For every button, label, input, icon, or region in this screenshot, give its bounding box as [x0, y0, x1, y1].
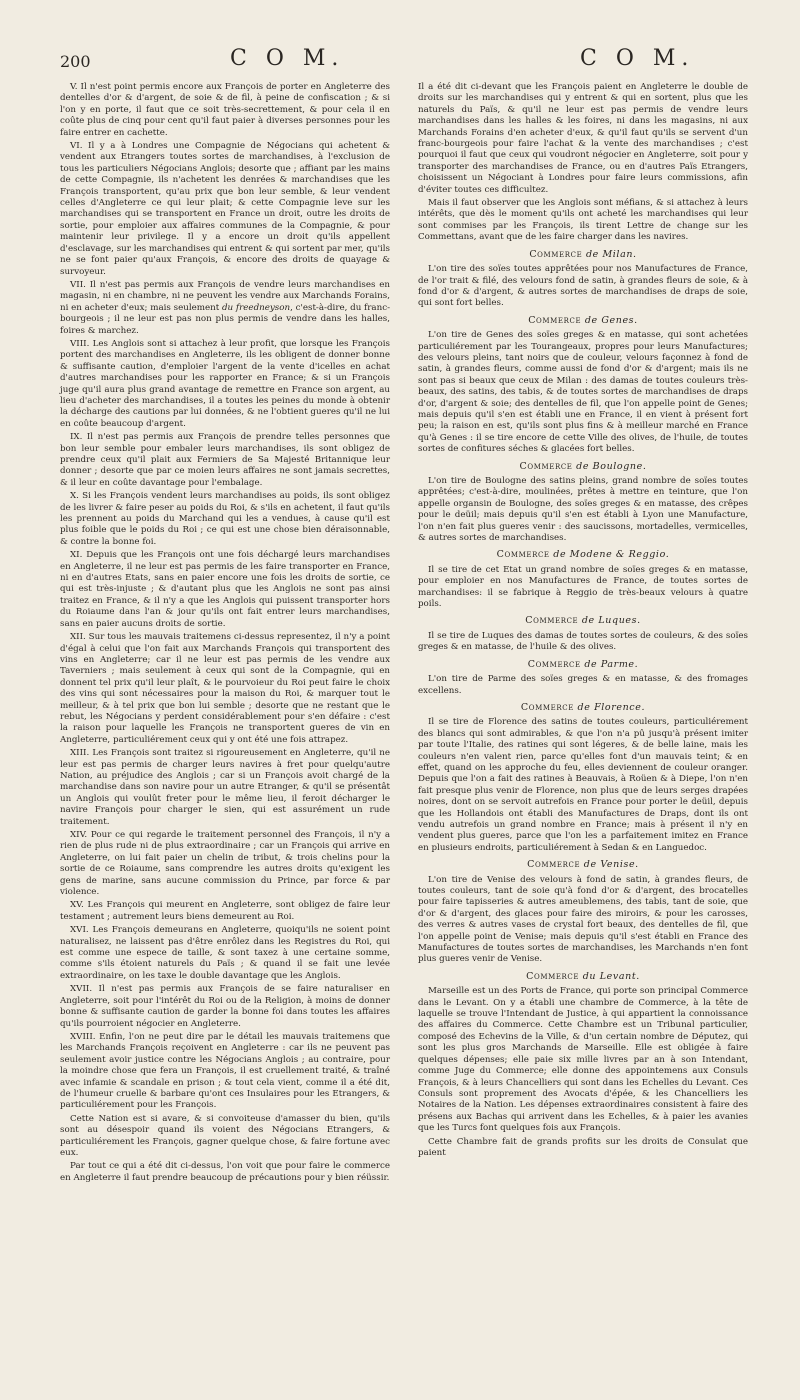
running-title-left: C O M. [230, 46, 345, 71]
left-column [60, 82, 390, 1186]
page-number: 200 [60, 52, 91, 71]
section-heading-modene: Commerce de Modene & Reggio. [496, 549, 670, 561]
paragraph: L'on tire des soïes toutes apprêtées pour nos Manufactures de France, de l'or trait & filé, des velours fond de satin, à grandes fleurs de soie, & à fond d'or & d'argent, & autres sortes de marchandises de draps de soie, qui sont fort belles. [418, 264, 748, 309]
paragraph: VI. Il y a à Londres une Compagnie de Négocians qui achetent & vendent aux Etrangers toutes sortes de marchandises, à l'exclusion de tous les particuliers Négocians Anglois; desorte que ; affiant par les mains de cette Compagnie, ils n'achetent les denrées & marchandises que les François transportent, qu'au prix que bon leur semble, & leur vendent celles d'Angleterre ce qui leur plait; & cette Compagnie leve sur les marchandises qui se transportent en France un droit, outre les droits de sortie, pour emploier aux affaires communes de la Compagnie, & pour maintenir leur privilege. Il y a encore un droit qu'ils appellent d'esclavage, sur les marchandises qui entrent & qui sortent par mer, qu'ils ne se font paier qu'aux François, & encore des droits de quayage & survoyeur. [60, 141, 390, 277]
paragraph: XVII. Il n'est pas permis aux François de se faire naturaliser en Angleterre, soit pour l'intérêt du Roi ou de la Religion, à moins de donner bonne & suffisante caution de garder la bonne foi dans toutes les affaires qu'ils pourroient négocier en Angleterre. [60, 984, 390, 1029]
paragraph: Cette Chambre fait de grands profits sur les droits de Consulat que paient [418, 1136, 748, 1158]
paragraph: L'on tire de Venise des velours à fond de satin, à grandes fleurs, de toutes couleurs, tant de soie qu'à fond d'or & d'argent, des brocatelles pour faire tapisseries & autres ameublemens, des tabis, tant de soie, que d'or & d'argent, des glaces pour faire des miroirs, & pour les carosses, des verres & autres vases de crystal fort beaux, des dentelles de fil, que l'on appelle point de Venise; mais depuis qu'il s'est établi en France des Manufactures de toutes sortes de marchandises, les Marchands n'en font plus gueres venir de Venise. [418, 874, 748, 965]
paragraph: IX. Il n'est pas permis aux François de prendre telles personnes que bon leur semble pour embaler leurs marchandises, ils sont obligez de prendre ceux qu'il plait aux Fermiers de Sa Majesté Britannique leur donner ; desorte que par ce moien leurs affaires ne sont jamais secrettes, & il leur en coûte davantage pour l'embalage. [60, 432, 390, 488]
section-heading-milan: Commerce de Milan. [529, 248, 637, 260]
paragraph: XV. Les François qui meurent en Angleterre, sont obligez de faire leur testament ; autrement leurs biens demeurent au Roi. [60, 900, 390, 922]
paragraph: XVIII. Enfin, l'on ne peut dire par le détail les mauvais traitemens que les Marchands François reçoivent en Angleterre : car ils ne peuvent pas seulement avoir justice contre les Négocians Anglois ; au contraire, pour la moindre chose que fera un François, il est cruellement traité, & traîné avec infamie & scandale en prison ; & tout cela vient, comme il a été dit, de l'humeur cruelle & barbare qu'ont ces Insulaires pour les Etrangers, & particuliérement pour les François. [60, 1031, 390, 1111]
paragraph: Mais il faut observer que les Anglois sont méfians, & si attachez à leurs intérêts, que dès le moment qu'ils ont acheté les marchandises qui leur sont commises par les François, ils tirent Lettre de change sur les Commettans, avant que de les faire charger dans les navires. [418, 198, 748, 243]
right-column [418, 82, 748, 1161]
paragraph: Par tout ce qui a été dit ci-dessus, l'on voit que pour faire le commerce en Angleterre il faut prendre beaucoup de précautions pour y bien réüssir. [60, 1161, 390, 1183]
paragraph: Il se tire de Florence des satins de toutes couleurs, particuliérement des blancs qui sont admirables, & que l'on n'a pû jusqu'à présent imiter par toute l'Italie, des ratines qui sont légeres, & de belle laine, mais les couleurs n'en valent rien, parce qu'elles font d'un mauvais teint; & en effet, quand on les approche du feu, elles deviennent de couleur oranger. Depuis que l'on a fait des ratines à Beauvais, à Roüen & à Diepe, l'on n'en fait presque plus venir de Florence, non plus que de leurs serges drapées noires, dont on se servoit autrefois en France pour porter le deüil, depuis que les Hollandois ont établi des Manufactures de Draps, dont ils ont vendu autrefois un grand nombre en France; mais à présent il n'y en vendent plus gueres, parce que l'on les a parfaitement imitez en France en plusieurs endroits, particuliérement à Sedan & en Languedoc. [418, 717, 748, 853]
section-heading-genes: Commerce de Genes. [528, 314, 638, 326]
paragraph: XIII. Les François sont traitez si rigoureusement en Angleterre, qu'il ne leur est pas permis de charger leurs navires à fret pour quelqu'autre Nation, au préjudice des Anglois ; car si un François avoit chargé de la marchandise dans son navire pour un autre Etranger, & qu'il se présentât un Anglois qui voulût freter pour le même lieu, il feroit décharger le navire François pour charger le sien, qui est assurément un rude traitement. [60, 748, 390, 827]
paragraph: XII. Sur tous les mauvais traitemens ci-dessus representez, il n'y a point d'égal à celui que l'on fait aux Marchands François qui transportent des vins en Angleterre; car il ne leur est pas permis de les vendre aux Taverniers ; mais seulement à ceux qui sont de la Compagnie, qui en donnent tel prix qu'il leur plaît, & le pourvoieur du Roi peut faire le choix des vins qui sont nécessaires pour la maison du Roi, & marquer tout le meilleur, & à tel prix que bon lui semble ; desorte que ne restant que le rebut, les Négocians y perdent considérablement pour s'en défaire : c'est la raison pour laquelle les François ne transportent gueres de vin en Angleterre, particuliérement ceux qui y ont été une fois attrapez. [60, 632, 390, 745]
paragraph: XI. Depuis que les François ont une fois déchargé leurs marchandises en Angleterre, il ne leur est pas permis de les faire transporter en France, ni en d'autres Etats, sans en paier encore une fois les droits de sortie, ce qui est très-injuste ; & d'autant plus que les Anglois ne sont pas ainsi traitez en France, & il n'y a que les Anglois qui puissent transporter hors du Roiaume dans l'an & jour qu'ils ont fait entrer leurs marchandises, sans en paier aucuns droits de sortie. [60, 550, 390, 629]
paragraph: Marseille est un des Ports de France, qui porte son principal Commerce dans le Levant. On y a établi une chambre de Commerce, à la tête de laquelle se trouve l'Intendant de Justice, à qui appartient la connoissance des affaires du Commerce. Cette Chambre est un Tribunal particulier, composé des Echevins de la Ville, & d'un certain nombre de Députez, qui sont les plus gros Marchands de Marseille. Elle est obligée à faire quelques dépenses; elle paie six mille livres par an à son Intendant, comme Juge du Commerce; elle donne des appointemens aux Consuls François, & à leurs Chancelliers qui sont dans les Echelles du Levant. Ces Consuls sont proprement des Avocats d'épée, & les Chancelliers les Notaires de la Nation. Les dépenses extraordinaires consistent à faire des présens aux Bachas qui arrivent dans les Echelles, & à paier les avanies que les Turcs font quelques fois aux François. [418, 986, 748, 1134]
paragraph: XIV. Pour ce qui regarde le traitement personnel des François, il n'y a rien de plus rude ni de plus extraordinaire ; car un François qui arrive en Angleterre, on lui fait paier un chelin de tribut, & trois chelins pour la sortie de ce Roiaume, sans comprendre les autres droits qu'exigent les gens de marine, sans aucune commission du Prince, par force & par violence. [60, 830, 390, 898]
page-header [60, 40, 760, 80]
paragraph: V. Il n'est point permis encore aux François de porter en Angleterre des dentelles d'or & d'argent, de soie & de fil, à peine de confiscation ; & si l'on y en porte, il faut que ce soit très-secrettement, & pour cela il en coûte plus de cinq pour cent qu'il faut paier à diverses personnes pour les faire entrer en cachette. [60, 82, 390, 138]
paragraph: L'on tire de Genes des soïes greges & en matasse, qui sont achetées particuliérement par les Tourangeaux, propres pour leurs Manufactures; des velours pleins, tant noirs que de couleur, velours façonnez à fond de satin, à grandes fleurs, comme aussi de fond d'or & d'argent; mais ils ne sont pas si beaux que ceux de Milan : des damas de toutes couleurs très-beaux, des satins, des tabis, & de toutes sortes de marchandises de draps d'or, d'argent & soie; des dentelles de fil, que l'on appelle point de Genes; mais depuis qu'il s'en est établi une en France, il en vient à présent fort peu; la raison en est, qu'ils sont plus fins & à meilleur marché en France qu'à Genes : il se tire encore de cette Ville des olives, de l'huile, de toutes sortes de confitures séches & glacées fort belles. [418, 330, 748, 455]
paragraph: XVI. Les François demeurans en Angleterre, quoiqu'ils ne soient point naturalisez, ne laissent pas d'être enrôlez dans les Registres du Roi, qui est comme une espece de taille, & sont taxez à une certaine somme, comme s'ils étoient naturels du Païs ; & quand il se fait une levée extraordinaire, on les taxe le double davantage que les Anglois. [60, 925, 390, 981]
section-heading-venise: Commerce de Venise. [527, 859, 639, 871]
paragraph: L'on tire de Parme des soïes greges & en matasse, & des fromages excellens. [418, 674, 748, 696]
paragraph: VII. Il n'est pas permis aux François de vendre leurs marchandises en magasin, ni en chambre, ni ne peuvent les vendre aux Marchands Forains, ni en acheter d'eux; mais seulement du freedneyson, c'est-à-dire, du franc-bourgeois ; il ne leur est pas non plus permis de vendre dans les halles, foires & marchez. [60, 279, 390, 336]
section-heading-florence: Commerce de Florence. [520, 701, 646, 713]
section-heading-levant: Commerce du Levant. [526, 970, 640, 982]
section-heading-luques: Commerce de Luques. [525, 615, 641, 627]
paragraph: X. Si les François vendent leurs marchandises au poids, ils sont obligez de les livrer & faire peser au poids du Roi, & s'ils en achetent, il faut qu'ils les prennent au poids du Marchand qui les a vendues, à cause qu'il est plus foible que le poids du Roi ; ce qui est une chose bien déraisonnable, & contre la bonne foi. [60, 491, 390, 547]
paragraph: Il a été dit ci-devant que les François paient en Angleterre le double de droits sur les marchandises qui y entrent & qui en sortent, plus que les naturels du Païs, & qu'il ne leur est pas permis de vendre leurs marchandises dans les halles & les foires, ni dans les magasins, ni aux Marchands Forains d'en acheter d'eux, & qu'il faut qu'ils se servent d'un franc-bourgeois pour faire l'achat & la vente des marchandises ; c'est pourquoi il faut que ceux qui voudront négocier en Angleterre, soit pour y transporter des marchandises de France, ou en d'autres Païs Etrangers, choisissent un Négociant à Londres pour faire leurs commissions, afin d'éviter toutes ces difficultez. [418, 82, 748, 195]
section-heading-parme: Commerce de Parme. [527, 658, 639, 670]
running-title-right: C O M. [580, 46, 695, 71]
paragraph: L'on tire de Boulogne des satins pleins, grand nombre de soïes toutes apprêtées; c'est-à-dire, moulinées, prêtes à mettre en teinture, que l'on appelle organsin de Boulogne, des soïes greges & en matasse, des crêpes pour le deüil; mais depuis qu'il s'en est établi à Lyon une Manufacture, l'on n'en fait plus gueres venir : des saucissons, mortadelles, vermicelles, & autres sortes de marchandises. [418, 476, 748, 544]
paragraph: VIII. Les Anglois sont si attachez à leur profit, que lorsque les François portent des marchandises en Angleterre, ils les obligent de donner bonne & suffisante caution, d'emploier l'argent de la vente d'icelles en achat d'autres marchandises pour les rapporter en France; & si un François juge qu'il aura plus grand avantage de remettre en France son argent, au lieu d'acheter des marchandises, il a toutes les peines du monde à obtenir la décharge des cautions par lui données, & ne l'obtient gueres qu'il ne lui en coûte beaucoup d'argent. [60, 338, 390, 429]
paragraph: Il se tire de cet Etat un grand nombre de soïes greges & en matasse, pour emploier en nos Manufactures de France, de toutes sortes de marchandises: il se fabrique à Reggio de très-beaux velours à quatre poils. [418, 564, 748, 610]
paragraph: Il se tire de Luques des damas de toutes sortes de couleurs, & des soïes greges & en matasse, de l'huile & des olives. [418, 630, 748, 653]
section-heading-boulogne: Commerce de Boulogne. [519, 460, 647, 472]
paragraph: Cette Nation est si avare, & si convoiteuse d'amasser du bien, qu'ils sont au désespoir quand ils voient des Négocians Etrangers, & particuliérement les François, gagner quelque chose, & faire fortune avec eux. [60, 1113, 390, 1158]
